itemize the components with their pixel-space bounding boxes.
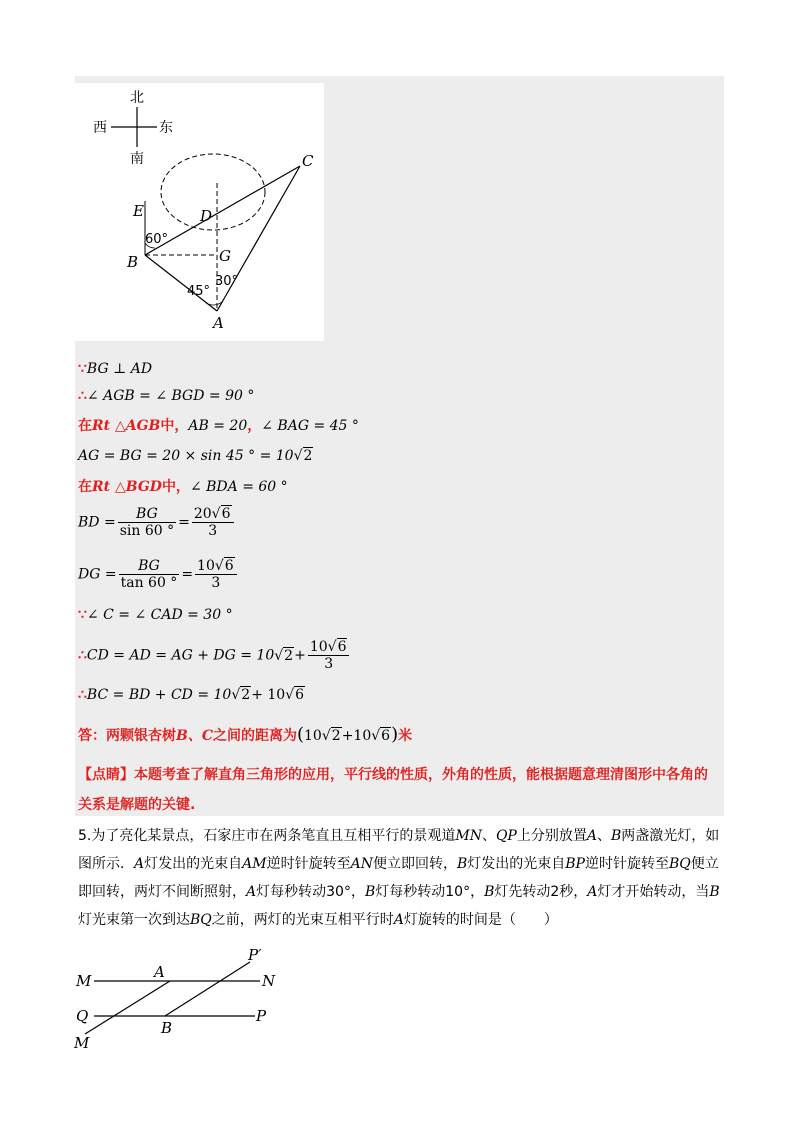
dashed-circle: [161, 154, 265, 230]
solution-line-5: 在Rt △BGD中，∠ BDA = 60 °: [78, 479, 288, 495]
geometry-figure-1: [75, 83, 324, 341]
compass-south: 南: [130, 151, 144, 167]
solution-line-8: ∵∠ C = ∠ CAD = 30 °: [78, 607, 233, 623]
compass-east: 东: [159, 120, 173, 136]
label-C: C: [302, 152, 314, 170]
label-N: N: [262, 972, 276, 990]
solution-line-4: AG = BG = 20 × sin 45 ° = 10√2: [78, 448, 313, 464]
solution-line-9: ∴CD = AD = AG + DG = 10√2+ $\frac{10√6}{3}$: [78, 639, 351, 672]
comment-note: 【点睛】本题考查了解直角三角形的应用，平行线的性质，外角的性质，能根据题意理清图形中各角的关系是解题的关键.: [78, 767, 708, 813]
solution-line-2: ∴∠ AGB = ∠ BGD = 90 °: [78, 388, 255, 404]
solution-line-7: DG = $\frac{BG}{\tan 60 ^\circ}$ = $\frac{10√6}{3}$: [78, 558, 239, 591]
solution-line-10: ∴BC = BD + CD = 10√2+ 10√6: [78, 687, 305, 703]
compass-north: 北: [130, 90, 144, 106]
label-P-prime: P′: [248, 946, 262, 964]
angle-60-label: 60°: [145, 232, 169, 247]
label-M-bottom: M: [74, 1034, 90, 1052]
label-D: D: [200, 207, 213, 225]
compass-west: 西: [93, 120, 107, 136]
parallel-lines-figure: [70, 940, 330, 1055]
label-Q: Q: [76, 1007, 89, 1025]
answer-line: 答：两颗银杏树B、C之间的距离为(10√2+10√6)米: [78, 724, 413, 745]
solution-line-3: 在Rt △AGB中，AB = 20，∠ BAG = 45 °: [78, 418, 359, 434]
problem-5-text: 5.为了亮化某景点，石家庄市在两条笔直且互相平行的景观道MN、QP上分别放置A、B两盏激光灯，如图所示．A灯发出的光束自AM逆时针旋转至AN便立即回转，B灯发出的光束自BP逆时针旋转至BQ便立即回转，两灯不间断照射，A灯每秒转动30°，B灯每秒转动10°，B灯先转动2秒，A灯才开始转动，当B灯光束第一次到达BQ之前，两灯的光束互相平行时A灯旋转的时间是（ ）: [78, 828, 720, 928]
label-G: G: [219, 247, 231, 265]
angle-30-label: 30°: [215, 274, 239, 289]
solution-line-1: ∵BG ⊥ AD: [78, 361, 153, 377]
angle-45-label: 45°: [187, 284, 211, 299]
label-A: A: [154, 963, 165, 981]
label-B: B: [161, 1019, 173, 1037]
label-M: M: [76, 972, 92, 990]
label-P: P: [256, 1007, 267, 1025]
label-B: B: [127, 253, 139, 271]
solution-line-6: BD = $\frac{BG}{\sin 60 ^\circ}$ = $\frac{20√6}{3}$: [78, 506, 236, 539]
label-E: E: [133, 202, 144, 220]
label-A: A: [213, 314, 224, 332]
